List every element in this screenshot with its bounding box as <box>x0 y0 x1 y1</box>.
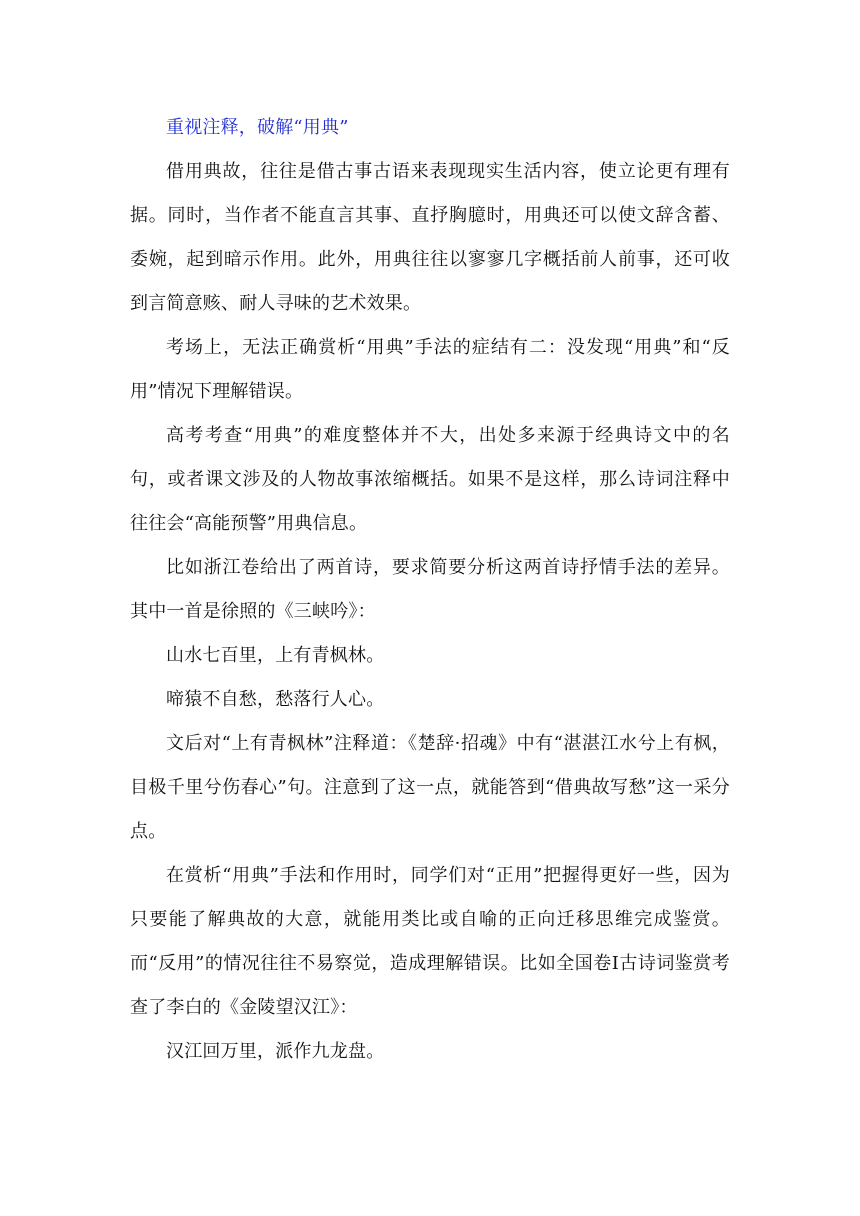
paragraph: 文后对“上有青枫林”注释道：《楚辞·招魂》中有“湛湛江水兮上有枫，目极千里兮伤春心”句。注意到了这一点，就能答到“借典故写愁”这一采分点。 <box>130 733 730 842</box>
poem-line: 啼猿不自愁，愁落行人心。 <box>166 689 385 710</box>
paragraph: 在赏析“用典”手法和作用时，同学们对“正用”把握得更好一些，因为只要能了解典故的大意，就能用类比或自喻的正向迁移思维完成鉴赏。而“反用”的情况往往不易察觉，造成理解错误。比如全国卷Ⅰ古诗词鉴赏考查了李白的《金陵望汉江》： <box>130 865 730 1018</box>
paragraph: 比如浙江卷给出了两首诗，要求简要分析这两首诗抒情手法的差异。其中一首是徐照的《三峡吟》： <box>130 557 730 622</box>
poem-line: 汉江回万里，派作九龙盘。 <box>166 1041 385 1062</box>
paragraph: 考场上，无法正确赏析“用典”手法的症结有二：没发现“用典”和“反用”情况下理解错误。 <box>130 337 730 402</box>
paragraph: 高考考查“用典”的难度整体并不大，出处多来源于经典诗文中的名句，或者课文涉及的人物故事浓缩概括。如果不是这样，那么诗词注释中往往会“高能预警”用典信息。 <box>130 425 730 534</box>
paragraph: 借用典故，往往是借古事古语来表现现实生活内容，使立论更有理有据。同时，当作者不能直言其事、直抒胸臆时，用典还可以使文辞含蓄、委婉，起到暗示作用。此外，用典往往以寥寥几字概括前人前事，还可收到言简意赅、耐人寻味的艺术效果。 <box>130 161 730 314</box>
document-body <box>130 106 730 1074</box>
poem-line: 山水七百里，上有青枫林。 <box>166 645 385 666</box>
section-heading: 重视注释，破解“用典” <box>166 117 349 138</box>
